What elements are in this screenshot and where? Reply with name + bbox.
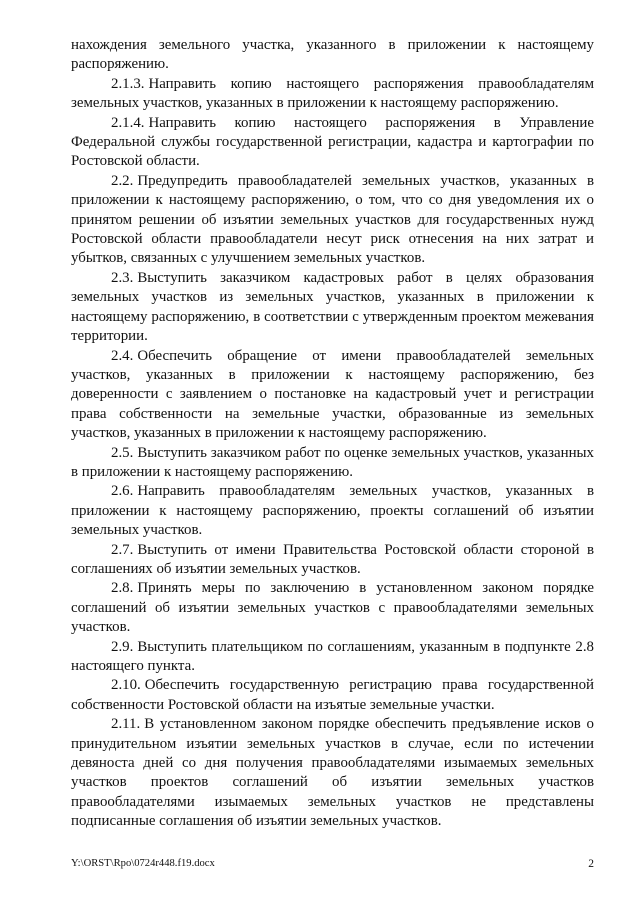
paragraph-text: Предупредить правообладателей земельных участков, указанных в приложении к настоящему распоряжению, о том, что со дня уведомления их о принятом решении об изъятии земельных участков для государственных нужд Ростовской области правообладатели несут риск отнесения на них затрат и убытков, связанных с улучшением земельных участков.	[71, 172, 594, 267]
paragraph-number: 2.8.	[111, 580, 134, 597]
paragraph-number: 2.6.	[111, 483, 134, 500]
paragraph-2-1-4	[71, 114, 594, 172]
document-body	[71, 36, 594, 832]
paragraph-number: 2.5.	[111, 444, 134, 461]
page-footer	[71, 858, 594, 872]
paragraph-2-4	[71, 347, 594, 444]
paragraph-text: Направить копию настоящего распоряжения в Управление Федеральной службы государственной регистрации, кадастра и картографии по Ростовской области.	[71, 114, 594, 170]
paragraph-number: 2.1.3.	[111, 75, 145, 92]
paragraph-text: Обеспечить обращение от имени правообладателей земельных участков, указанных в приложении к настоящему распоряжению, без доверенности с заявлением о постановке на кадастровый учет и регистрации права собственности на земельные участки, образованные из земельных участков, указанных в приложении к настоящему распоряжению.	[71, 347, 594, 442]
paragraph-2-9	[71, 638, 594, 677]
paragraph-number: 2.9.	[111, 638, 134, 655]
paragraph-2-8	[71, 579, 594, 637]
paragraph-number: 2.1.4.	[111, 114, 145, 131]
paragraph-number: 2.3.	[111, 269, 134, 286]
paragraph-2-1-3	[71, 75, 594, 114]
paragraph-2-10	[71, 676, 594, 715]
paragraph-text: Выступить заказчиком кадастровых работ в целях образования земельных участков из земельных участков, указанных в приложении к настоящему распоряжению, в соответствии с утвержденным проектом межевания территории.	[71, 269, 594, 345]
paragraph-text: Выступить заказчиком работ по оценке земельных участков, указанных в приложении к настоящему распоряжению.	[71, 444, 594, 480]
paragraph-number: 2.2.	[111, 172, 134, 189]
paragraph-2-6	[71, 482, 594, 540]
paragraph-number: 2.7.	[111, 541, 134, 558]
paragraph-2-11	[71, 715, 594, 831]
paragraph-text: Принять меры по заключению в установленном законом порядке соглашений об изъятии земельных участков с правообладателями земельных участков.	[71, 580, 594, 636]
paragraph-number: 2.11.	[111, 716, 141, 733]
paragraph-text: Выступить плательщиком по соглашениям, указанным в подпункте 2.8 настоящего пункта.	[71, 638, 594, 674]
file-path: Y:\ORST\Rpo\0724r448.f19.docx	[71, 858, 215, 869]
paragraph-number: 2.10.	[111, 677, 141, 694]
paragraph-2-2	[71, 172, 594, 269]
paragraph-2-7	[71, 541, 594, 580]
paragraph-text: Направить правообладателям земельных участков, указанных в приложении к настоящему распоряжению, проекты соглашений об изъятии земельных участков.	[71, 483, 594, 539]
paragraph-text: Направить копию настоящего распоряжения правообладателям земельных участков, указанных в приложении к настоящему распоряжению.	[71, 75, 594, 112]
intro-paragraph: нахождения земельного участка, указанного в приложении к настоящему распоряжению.	[71, 37, 594, 73]
paragraph-text: Обеспечить государственную регистрацию права государственной собственности Ростовской области на изъятые земельные участки.	[71, 677, 594, 713]
paragraph-text: В установленном законом порядке обеспечить предъявление исков о принудительном изъятии земельных участков в случае, если по истечении девяноста дней со дня получения правообладателями изымаемых земельных участков проектов соглашений об изъятии земельных участков правообладателями изымаемых земельных участков не представлены подписанные соглашения об изъятии земельных участков.	[71, 716, 594, 830]
paragraph-2-5	[71, 444, 594, 483]
page-number: 2	[588, 858, 594, 870]
paragraph-text: Выступить от имени Правительства Ростовской области стороной в соглашениях об изъятии земельных участков.	[71, 541, 594, 577]
paragraph-number: 2.4.	[111, 347, 134, 364]
paragraph-2-3	[71, 269, 594, 347]
